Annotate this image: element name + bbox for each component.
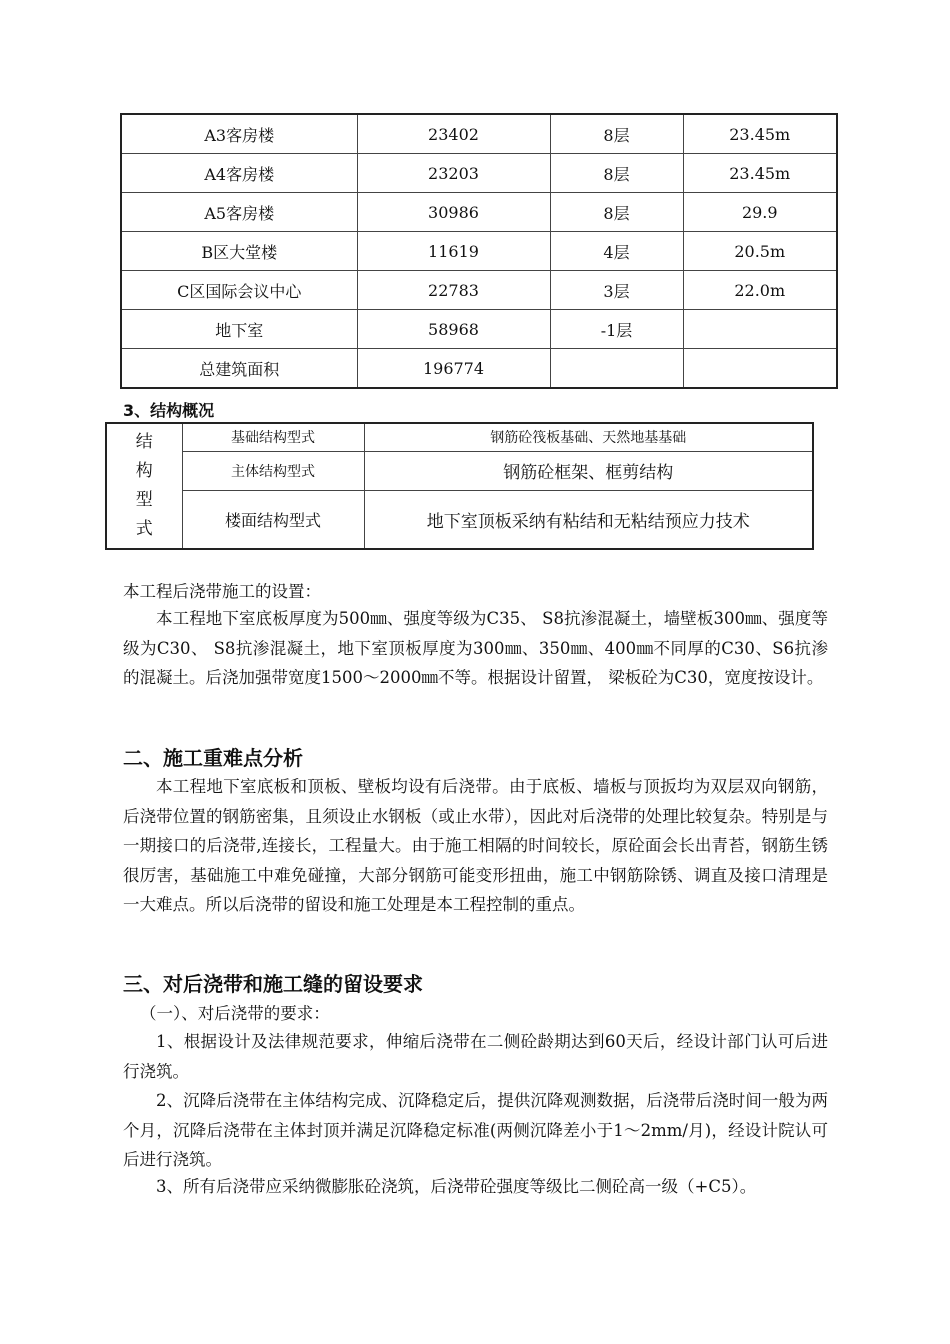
building-name-cell: A5客房楼 (121, 193, 357, 232)
height-cell: 23.45m (683, 154, 837, 193)
area-cell: 23402 (357, 114, 550, 154)
table-row (121, 193, 837, 232)
table-row (121, 154, 837, 193)
floors-cell: 8层 (550, 193, 683, 232)
building-name-cell: A4客房楼 (121, 154, 357, 193)
table-row (121, 310, 837, 349)
floors-cell: 8层 (550, 114, 683, 154)
section-three-subheading: （一）、对后浇带的要求： (140, 1004, 330, 1023)
table-row (121, 271, 837, 310)
table-row (121, 114, 837, 154)
section-two-heading: 二、施工重难点分析 (123, 746, 303, 770)
structure-group-label (106, 423, 182, 549)
height-cell: 22.0m (683, 271, 837, 310)
post-pour-intro: 本工程后浇带施工的设置： (123, 582, 321, 601)
building-name-cell: 总建筑面积 (121, 349, 357, 389)
group-char: 结 (135, 432, 153, 452)
building-name-cell: C区国际会议中心 (121, 271, 357, 310)
group-char: 式 (135, 519, 153, 539)
floors-cell: 8层 (550, 154, 683, 193)
section-two-paragraph: 本工程地下室底板和顶板、壁板均设有后浇带。由于底板、墙板与顶扳均为双层双向钢筋，后浇带位置的钢筋密集，且须设止水钢板（或止水带），因此对后浇带的处理比较复杂。特别是与一期接口的后浇带,连接长，工程量大。由于施工相隔的时间较长，原砼面会长出青苔，钢筋生锈很厉害，基础施工中难免碰撞，大部分钢筋可能变形扭曲，施工中钢筋除锈、调直及接口清理是一大难点。所以后浇带的留设和施工处理是本工程控制的重点。 (123, 777, 828, 914)
requirement-item: 3、所有后浇带应采纳微膨胀砼浇筑，后浇带砼强度等级比二侧砼高一级（+C5）。 (156, 1177, 757, 1196)
floors-cell: -1层 (550, 310, 683, 349)
building-table (120, 113, 838, 389)
group-char: 构 (135, 461, 153, 481)
area-cell: 22783 (357, 271, 550, 310)
structure-row-label: 楼面结构型式 (182, 490, 364, 549)
area-cell: 11619 (357, 232, 550, 271)
post-pour-paragraph: 本工程地下室底板厚度为500㎜、强度等级为C35、 S8抗渗混凝土，墙壁板300㎜、强度等级为C30、 S8抗渗混凝土，地下室顶板厚度为300㎜、350㎜、400㎜不同厚的C30、S6抗渗的混凝土。后浇加强带宽度1500～2000㎜不等。根据设计留置， 梁板砼为C30，宽度按设计。 (123, 609, 828, 687)
structure-row-value: 地下室顶板采纳有粘结和无粘结预应力技术 (364, 490, 813, 549)
structure-row-value: 钢筋砼框架、框剪结构 (364, 451, 813, 490)
floors-cell (550, 349, 683, 389)
structure-heading: 3、结构概况 (123, 401, 215, 420)
floors-cell: 4层 (550, 232, 683, 271)
requirement-item: 1、根据设计及法律规范要求，伸缩后浇带在二侧砼龄期达到60天后，经设计部门认可后进行浇筑。 (123, 1032, 828, 1081)
structure-table (105, 422, 814, 550)
building-name-cell: B区大堂楼 (121, 232, 357, 271)
requirement-item: 2、沉降后浇带在主体结构完成、沉降稳定后，提供沉降观测数据，后浇带后浇时间一般为两个月，沉降后浇带在主体封顶并满足沉降稳定标准(两侧沉降差小于1～2mm/月)，经设计院认可后进行浇筑。 (123, 1091, 828, 1169)
floors-cell: 3层 (550, 271, 683, 310)
height-cell: 23.45m (683, 114, 837, 154)
table-row (121, 349, 837, 389)
height-cell: 20.5m (683, 232, 837, 271)
area-cell: 23203 (357, 154, 550, 193)
area-cell: 58968 (357, 310, 550, 349)
structure-row-value: 钢筋砼筏板基础、天然地基基础 (364, 423, 813, 451)
height-cell (683, 349, 837, 389)
height-cell: 29.9 (683, 193, 837, 232)
structure-row-label: 主体结构型式 (182, 451, 364, 490)
building-name-cell: A3客房楼 (121, 114, 357, 154)
table-row (121, 232, 837, 271)
section-three-heading: 三、对后浇带和施工缝的留设要求 (123, 972, 423, 996)
building-name-cell: 地下室 (121, 310, 357, 349)
structure-row-label: 基础结构型式 (182, 423, 364, 451)
area-cell: 30986 (357, 193, 550, 232)
height-cell (683, 310, 837, 349)
group-char: 型 (135, 490, 153, 510)
area-cell: 196774 (357, 349, 550, 389)
